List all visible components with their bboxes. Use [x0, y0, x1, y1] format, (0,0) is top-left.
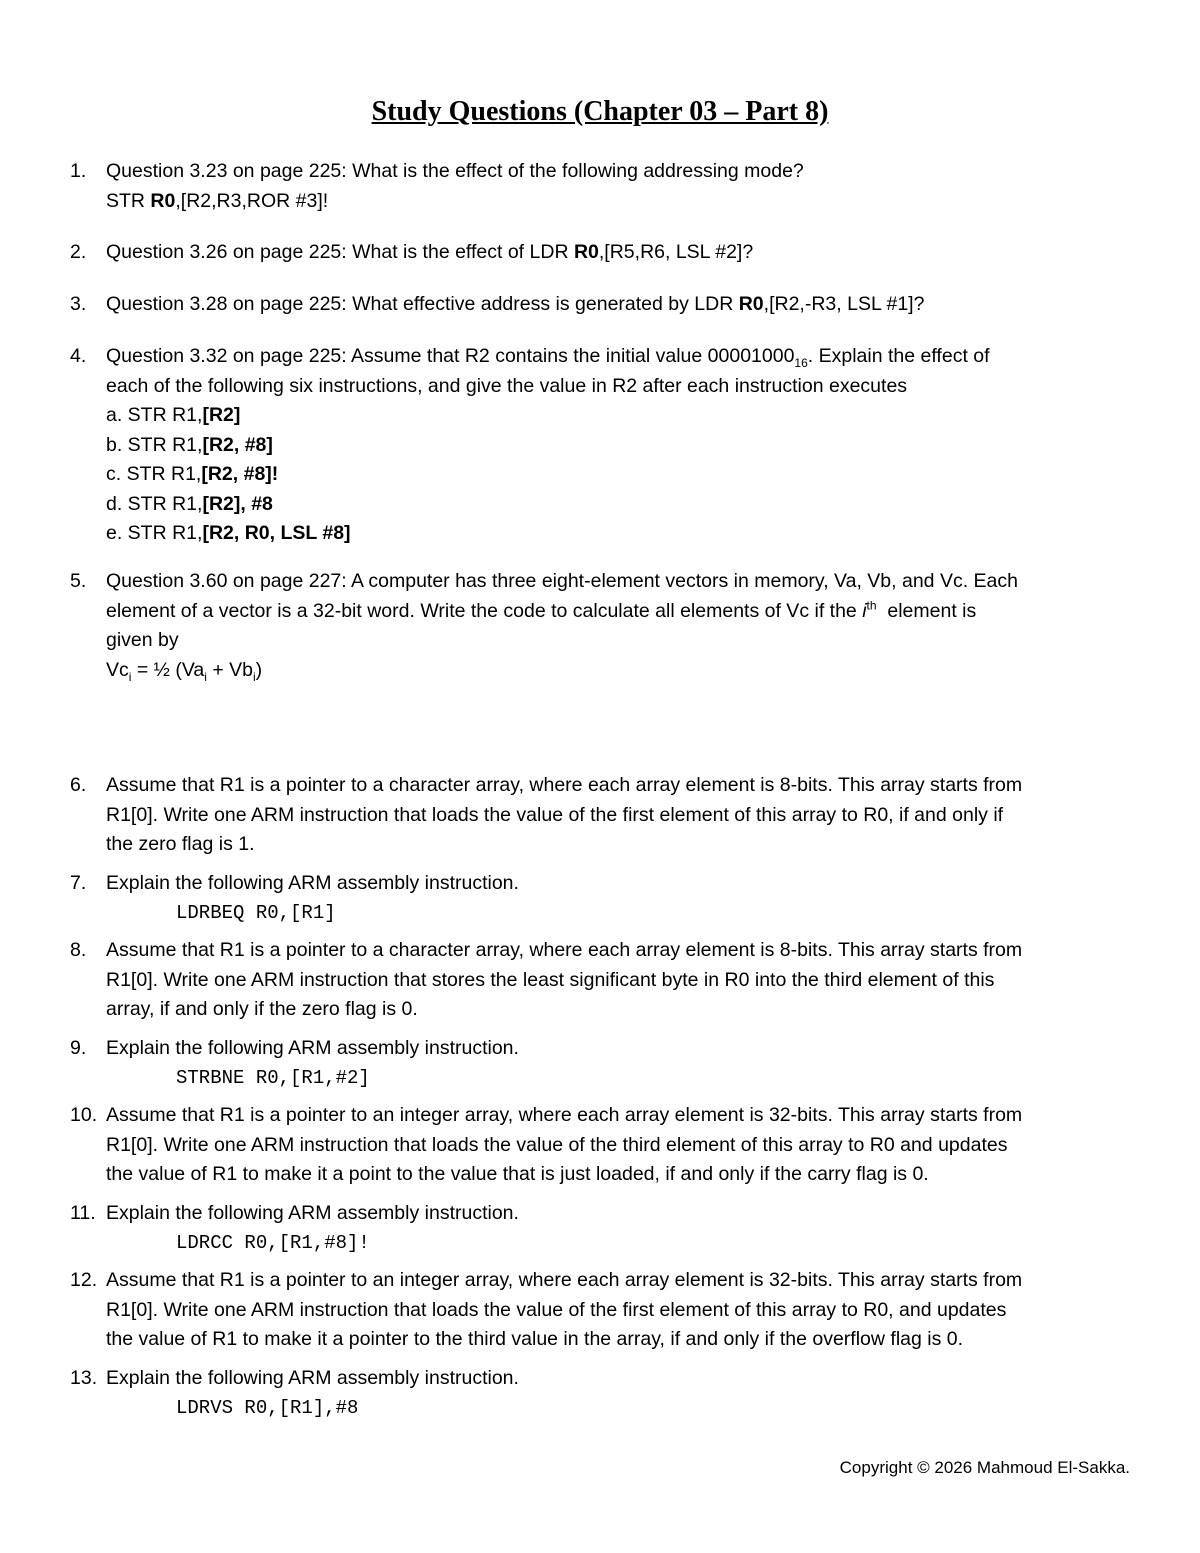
question-number: 13. — [70, 1367, 98, 1389]
question-number: 6. — [70, 774, 87, 796]
question-ref: Question 3.23 on page 225: — [106, 160, 347, 182]
question-number: 7. — [70, 872, 87, 894]
question-3: 3. Question 3.28 on page 225: What effective address is generated by LDR R0,[R2,-R3, LSL #1]? — [70, 290, 1145, 320]
question-number: 8. — [70, 939, 87, 961]
question-number: 5. — [70, 570, 87, 592]
question-number: 1. — [70, 160, 87, 182]
instruction-code: LDRCC R0,[R1,#8]! — [176, 1231, 370, 1254]
question-number: 3. — [70, 293, 87, 315]
list-item: b. STR R1,[R2, #8] — [106, 433, 273, 456]
question-number: 4. — [70, 345, 87, 367]
page-title: Study Questions (Chapter 03 – Part 8) — [371, 96, 829, 127]
question-number: 10. — [70, 1104, 98, 1126]
question-10: 10. Assume that R1 is a pointer to an integer array, where each array element is 32-bits. This array starts from R1[0]. Write one ARM instruction that loads the value of the third element of this array to R0 and updates the value of R1 to make it a point to the value that is just loaded, if and only if the carry flag is 0. — [70, 1101, 1145, 1190]
list-item: e. STR R1,[R2, R0, LSL #8] — [106, 522, 351, 544]
question-number: 11. — [70, 1202, 96, 1224]
list-item: a. STR R1,[R2] — [106, 404, 241, 426]
copyright-notice: Copyright © 2026 Mahmoud El-Sakka. — [839, 1458, 1130, 1477]
list-item: c. STR R1,[R2, #8]! — [106, 463, 279, 485]
question-9: 9. Explain the following ARM assembly instruction. STRBNE R0,[R1,#2] — [70, 1034, 1145, 1093]
instruction-code: STRBNE R0,[R1,#2] — [176, 1066, 370, 1089]
question-4: 4. Question 3.32 on page 225: Assume that R2 contains the initial value $00001000_{16}$. Explain the effect of each of the following six instructions, and give the value in R2 after each instruction executes a. STR R1,[R2] b. STR R1,[R2, #8] c. STR R1,[R2, #8]! d. STR R1,[R2], #8 e. STR R1,[R2, R0, LSL #8] — [70, 342, 1145, 549]
question-1 — [70, 157, 1145, 216]
question-5: 5. Question 3.60 on page 227: A computer has three eight-element vectors in memory, Va, Vb, and Vc. Each element of a vector is a 32-bit word. Write the code to calculate all elements of Vc if the $i^{th}$ element is given by $Vc_i$ = ½ $(Va_i + Vb_i)$ — [70, 567, 1145, 685]
question-8: 8. Assume that R1 is a pointer to a character array, where each array element is 8-bits. This array starts from R1[0]. Write one ARM instruction that stores the least significant byte in R0 into the third element of this array, if and only if the zero flag is 0. — [70, 936, 1145, 1025]
list-item: d. STR R1,[R2], #8 — [106, 492, 273, 515]
question-number: 9. — [70, 1037, 87, 1059]
question-2: 2. Question 3.26 on page 225: What is the effect of LDR R0,[R5,R6, LSL #2]? — [70, 238, 1145, 268]
question-7: 7. Explain the following ARM assembly instruction. LDRBEQ R0,[R1] — [70, 869, 1145, 928]
question-number: 2. — [70, 241, 87, 263]
formula: $Vc_i$ = ½ $(Va_i + Vb_i)$ — [106, 658, 263, 684]
question-13: 13. Explain the following ARM assembly instruction. LDRVS R0,[R1],#8 — [70, 1364, 1145, 1423]
question-text: What is the effect of the following addressing mode? — [346, 160, 804, 182]
instruction-code: LDRVS R0,[R1],#8 — [176, 1396, 359, 1419]
question-6: 6. Assume that R1 is a pointer to a character array, where each array element is 8-bits. This array starts from R1[0]. Write one ARM instruction that loads the value of the first element of this array to R0, if and only if the zero flag is 1. — [70, 771, 1145, 860]
question-11: 11. Explain the following ARM assembly instruction. LDRCC R0,[R1,#8]! — [70, 1199, 1145, 1258]
question-12: 12. Assume that R1 is a pointer to an integer array, where each array element is 32-bits. This array starts from R1[0]. Write one ARM instruction that loads the value of the first element of this array to R0, and updates the value of R1 to make it a pointer to the third value in the array, if and only if the overflow flag is 0. — [70, 1266, 1145, 1355]
instruction-code: STR R0,[R2,R3,ROR #3]! — [106, 189, 329, 212]
question-number: 12. — [70, 1269, 98, 1291]
instruction-code: LDRBEQ R0,[R1] — [176, 901, 336, 924]
